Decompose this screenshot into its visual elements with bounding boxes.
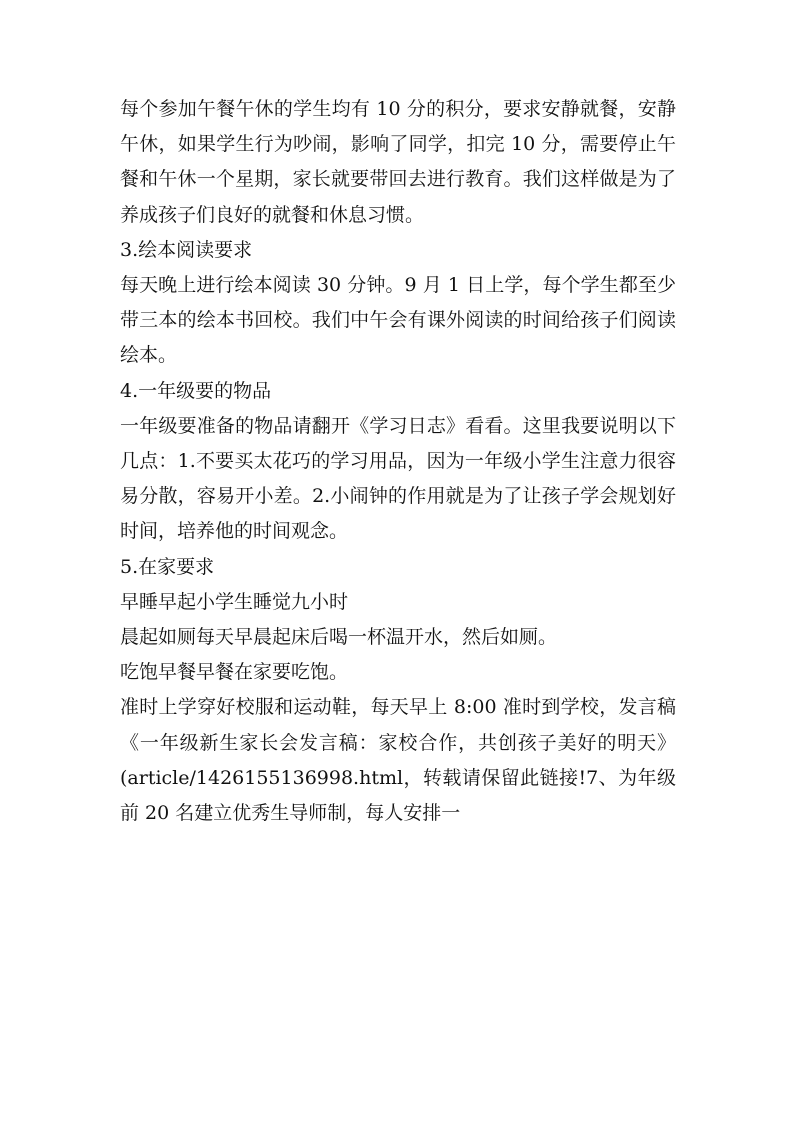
paragraph-early-sleep: 早睡早起小学生睡觉九小时 (120, 590, 349, 613)
paragraph-punctual-school: 准时上学穿好校服和运动鞋，每天早上 8:00 准时到学校，发言稿《一年级新生家长会发言稿：家校合作，共创孩子美好的明天》(article/1426155136998.html，转载请保留此链接!7、为年级前 20 名建立优秀生导师制，每人安排一 (120, 696, 676, 825)
heading-first-grade-items: 4.一年级要的物品 (120, 379, 272, 402)
heading-home-requirements: 5.在家要求 (120, 555, 215, 578)
document-body (120, 92, 676, 831)
paragraph-lunch-rest-points: 每个参加午餐午休的学生均有 10 分的积分，要求安静就餐，安静午休，如果学生行为吵闹，影响了同学，扣完 10 分，需要停止午餐和午休一个星期，家长就要带回去进行教育。我们这样做是为了养成孩子们良好的就餐和休息习惯。 (120, 98, 676, 226)
paragraph-first-grade-items: 一年级要准备的物品请翻开《学习日志》看看。这里我要说明以下几点：1.不要买太花巧的学习用品，因为一年级小学生注意力很容易分散，容易开小差。2.小闹钟的作用就是为了让孩子学会规划好时间，培养他的时间观念。 (120, 414, 676, 543)
paragraph-breakfast: 吃饱早餐早餐在家要吃饱。 (120, 661, 349, 684)
paragraph-morning-routine: 晨起如厕每天早晨起床后喝一杯温开水，然后如厕。 (120, 626, 558, 649)
paragraph-picture-book-reading: 每天晚上进行绘本阅读 30 分钟。9 月 1 日上学，每个学生都至少带三本的绘本书回校。我们中午会有课外阅读的时间给孩子们阅读绘本。 (120, 274, 676, 367)
heading-picture-book-reading: 3.绘本阅读要求 (120, 238, 253, 261)
